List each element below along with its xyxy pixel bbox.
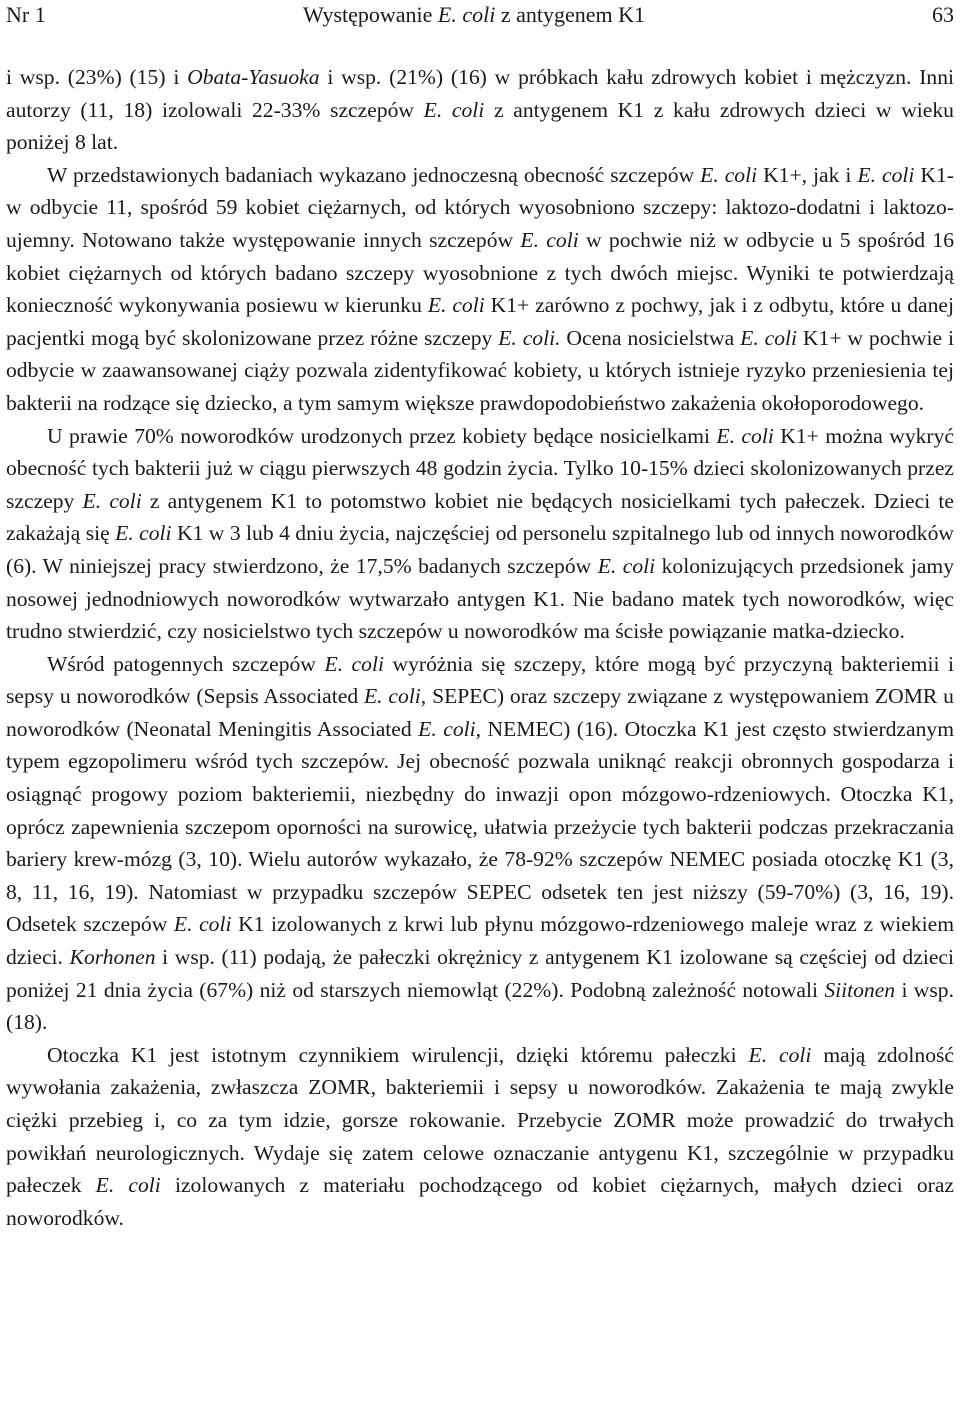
text-run: K1 izolowanych z krwi lub płynu mózgowo-rdzeniowego maleje wraz z wiekiem dzieci. bbox=[6, 912, 954, 970]
text-run: Wśród patogennych szczepów bbox=[47, 651, 325, 676]
italic-text: Korhonen bbox=[69, 945, 156, 970]
paragraph bbox=[6, 159, 954, 420]
italic-text: E. coli, bbox=[363, 684, 427, 709]
text-run: K1+ można wykryć obecność tych bakterii już w ciągu pierwszych 48 godzin życia. Tylko 10-15% dzieci skolonizowanych przez szczepy bbox=[6, 423, 954, 513]
italic-text: Siitonen bbox=[824, 977, 896, 1002]
text-run: , NEMEC) (16). Otoczka K1 jest często stwierdzanym typem egzopolimeru wśród tych szczepów. Jej obecność pozwala uniknąć reakcji obronnych gospodarza i osiągnąć progowy poziom bakteriemii, niezbędny do inwazji opon mózgowo-rdzeniowych. Otoczka K1, oprócz zapewnienia szczepom oporności na surowicę, ułatwia przeżycie tych bakterii podczas przekraczania bariery krew-mózg (3, 10). Wielu autorów wykazało, że 78-92% szczepów NEMEC posiada otoczkę K1 (3, 8, 11, 16, 19). Natomiast w przypadku szczepów SEPEC odsetek ten jest niższy (59-70%) (3, 16, 19). Odsetek szczepów bbox=[6, 716, 954, 937]
running-title-prefix: Występowanie bbox=[303, 2, 438, 27]
text-run: SEPEC) oraz szczepy związane z występowaniem ZOMR u noworodków (Neonatal Meningitis Associated bbox=[6, 684, 954, 741]
text-run: K1- w odbycie 11, spośród 59 kobiet ciężarnych, od których wyosobniono szczepy: laktozo-dodatni i laktozo-ujemny. Notowano także występowanie innych szczepów bbox=[6, 162, 954, 252]
text-run: i wsp. (21%) (16) w próbkach kału zdrowych kobiet i mężczyzn. Inni autorzy (11, 18) izolowali 22-33% szczepów bbox=[6, 65, 954, 122]
running-title bbox=[303, 0, 645, 30]
italic-text: E. coli bbox=[173, 912, 232, 937]
italic-text: E. coli bbox=[418, 716, 476, 741]
text-run: W przedstawionych badaniach wykazano jednoczesną obecność szczepów bbox=[47, 162, 701, 187]
text-run: K1 w 3 lub 4 dniu życia, najczęściej od personelu szpitalnego lub od innych noworodków (6). W niniejszej pracy stwierdzono, że 17,5% badanych szczepów bbox=[6, 521, 954, 578]
page-number: 63 bbox=[932, 2, 954, 27]
text-run: i wsp. (18). bbox=[6, 977, 954, 1035]
text-run: w pochwie niż w odbycie u 5 spośród 16 kobiet ciężarnych od których badano szczepy wyosobnione z tych dwóch miejsc. Wyniki te potwierdzają konieczność wykonywania posiewu w kierunku bbox=[6, 227, 954, 318]
text-run: Ocena nosicielstwa bbox=[560, 325, 741, 350]
text-run: i wsp. (23%) (15) i bbox=[6, 65, 188, 89]
italic-text: E. coli bbox=[423, 97, 485, 122]
italic-text: E. coli bbox=[115, 521, 172, 546]
italic-text: E. coli bbox=[597, 553, 656, 578]
italic-text: E. coli bbox=[716, 423, 774, 448]
italic-text: E. coli bbox=[748, 1042, 812, 1067]
text-run: mają zdolność wywołania zakażenia, zwłaszcza ZOMR, bakteriemii i sepsy u noworodków. Zakażenia te mają zwykle ciężki przebieg i, co za tym idzie, gorsze rokowanie. Przebycie ZOMR może prowadzić do trwałych powikłań neurologicznych. Wydaje się zatem celowe oznaczanie antygenu K1, szczególnie w przypadku pałeczek bbox=[6, 1042, 954, 1198]
running-title-suffix: z antygenem K1 bbox=[495, 2, 646, 27]
paragraph bbox=[6, 420, 954, 648]
text-run: K1+ zarówno z pochwy, jak i z odbytu, które u danej pacjentki mogą być skolonizowane przez różne szczepy bbox=[6, 293, 954, 350]
text-run: z antygenem K1 z kału zdrowych dzieci w wieku poniżej 8 lat. bbox=[6, 97, 954, 155]
italic-text: E. coli bbox=[700, 162, 758, 187]
italic-text: E. coli bbox=[95, 1173, 161, 1198]
text-run: wyróżnia się szczepy, które mogą być przyczyną bakteriemii i sepsy u noworodków (Sepsis Associated bbox=[6, 651, 954, 709]
text-run: K1+, jak i bbox=[757, 162, 858, 187]
text-run: Otoczka K1 jest istotnym czynnikiem wirulencji, dzięki któremu pałeczki bbox=[47, 1042, 749, 1067]
running-header bbox=[6, 0, 954, 30]
italic-text: E. coli bbox=[520, 227, 579, 252]
text-run: z antygenem K1 to potomstwo kobiet nie będących nosicielkami tych pałeczek. Dzieci te zakażają się bbox=[6, 488, 954, 546]
text-run: i wsp. (11) podają, że pałeczki okrężnicy z antygenem K1 izolowane są częściej od dzieci poniżej 21 dnia życia (67%) niż od starszych niemowląt (22%). Podobną zależność notowali bbox=[6, 945, 954, 1002]
text-run: izolowanych z materiału pochodzącego od kobiet ciężarnych, małych dzieci oraz noworodków. bbox=[6, 1173, 954, 1230]
paragraph bbox=[6, 648, 954, 1039]
italic-text: Obata-Yasuoka bbox=[187, 65, 320, 89]
paragraph bbox=[6, 1039, 954, 1235]
italic-text: E. coli bbox=[82, 488, 142, 513]
body-text bbox=[6, 61, 954, 1234]
italic-text: E. coli bbox=[740, 325, 798, 350]
text-run: U prawie 70% noworodków urodzonych przez kobiety będące nosicielkami bbox=[47, 423, 717, 448]
italic-text: E. coli bbox=[857, 162, 915, 187]
italic-text: E. coli bbox=[427, 293, 485, 318]
text-run: kolonizujących przedsionek jamy nosowej jednodniowych noworodków wytwarzało antygen K1. Nie badano matek tych noworodków, więc trudno stwierdzić, czy nosicielstwo tych szczepów u noworodków ma ścisłe powiązanie matka-dziecko. bbox=[6, 553, 954, 644]
running-title-italic: E. coli bbox=[437, 2, 496, 27]
paragraph bbox=[6, 61, 954, 159]
italic-text: E. coli bbox=[324, 651, 384, 676]
text-run: K1+ w pochwie i odbycie w zaawansowanej ciąży pozwala zidentyfikować kobiety, u których istnieje ryzyko przeniesienia tej bakterii na rodzące się dziecko, a tym samym większe prawdopodobieństwo zakażenia okołoporodowego. bbox=[6, 325, 954, 415]
journal-issue-label: Nr 1 bbox=[6, 2, 46, 27]
italic-text: E. coli. bbox=[498, 325, 561, 350]
